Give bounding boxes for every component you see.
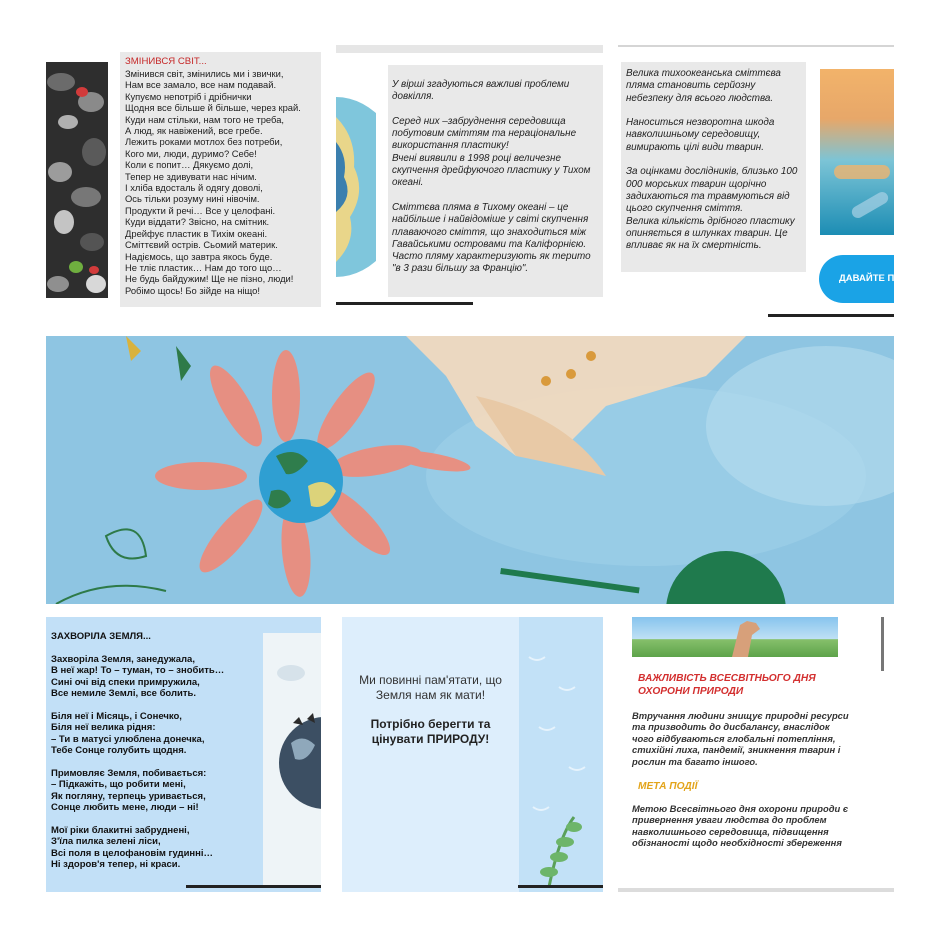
text-line: Велика тихоокеанська сміттєва bbox=[626, 68, 781, 79]
text-line: Все немиле Землі, все болить. bbox=[51, 688, 197, 700]
text-line: Велика кількість дрібного пластику bbox=[626, 215, 795, 227]
text-line: Змінився світ, змінились ми і звички, bbox=[125, 68, 284, 79]
text-line: 000 морських тварин щорічно bbox=[626, 178, 767, 190]
message-text: цінувати ПРИРОДУ! bbox=[371, 732, 490, 746]
text-line: – Підкажіть, що робити мені, bbox=[51, 779, 186, 791]
text-line bbox=[392, 190, 599, 202]
problems-text-box bbox=[388, 65, 603, 297]
text-line: цього скупчення сміття. bbox=[626, 203, 744, 215]
text-line: ЗАХВОРІЛА ЗЕМЛЯ... bbox=[51, 631, 151, 642]
message-text: Потрібно берегти та bbox=[370, 717, 491, 731]
ocean-bottle-photo bbox=[820, 69, 894, 235]
text-line: – Ти в матусі улюблена донечка, bbox=[51, 733, 205, 745]
text-line: Як погляну, терпець уривається, bbox=[51, 790, 206, 802]
text-line: Не тліє пластик… Нам до того що… bbox=[125, 261, 282, 273]
heading-text: ВАЖЛИВІСТЬ ВСЕСВІТНЬОГО ДНЯ bbox=[638, 673, 816, 684]
slide-nature-day-importance[interactable] bbox=[618, 617, 894, 892]
text-line: та призводить до дисбалансу, внаслідок bbox=[632, 721, 830, 733]
text-line bbox=[392, 104, 599, 116]
text-line: пляма становить серйозну bbox=[626, 80, 756, 92]
text-line bbox=[51, 642, 261, 653]
text-line: Нам все замало, все нам подавай. bbox=[125, 79, 277, 91]
text-line: впливає як на їх смертність. bbox=[626, 240, 762, 252]
text-line: Ось тільки розуму нині нівочім. bbox=[125, 193, 260, 205]
poem-title: ЗМІНИВСЯ СВІТ... bbox=[125, 56, 207, 67]
text-line: Робімо щось! Бо зійде на нiщо! bbox=[125, 284, 260, 296]
text-line: У вірші згадуються важливі проблеми bbox=[392, 79, 570, 90]
text-line: Не будь байдужим! Ще не пізно, люди! bbox=[125, 273, 294, 285]
text-line: Сині очі від спеки примружила, bbox=[51, 676, 200, 688]
slide-progress-bar bbox=[518, 885, 603, 888]
garbage-text-box bbox=[621, 62, 806, 272]
importance-heading bbox=[638, 673, 816, 698]
slide-top-border bbox=[618, 45, 894, 47]
text-line: З'їла пилка зелені ліси, bbox=[51, 836, 161, 848]
slide-progress-bar bbox=[186, 885, 321, 888]
text-line: Щодня все більше й більше, через край. bbox=[125, 102, 301, 114]
text-line bbox=[626, 154, 801, 166]
text-line: вимирають цілі види тварин. bbox=[626, 141, 764, 153]
text-line: Всі поля в целофановім гудинні… bbox=[51, 847, 214, 859]
message-card bbox=[342, 617, 519, 892]
bottle-shape bbox=[850, 190, 891, 220]
text-line: стихійні лиха, пандемії, зникнення тварин і bbox=[632, 744, 841, 756]
text-line: привернення уваги людства до проблем bbox=[632, 814, 827, 826]
text-line: Втручання людини знищує природні ресурси bbox=[632, 710, 849, 721]
text-line: Тепер не здивувати нас нічим. bbox=[125, 170, 257, 182]
text-line: І хліба вдосталь й одягу доволі, bbox=[125, 182, 263, 194]
text-line: Примовляє Земля, побивається: bbox=[51, 767, 207, 779]
text-line: Сміттєвий острів. Сьомий материк. bbox=[125, 239, 278, 251]
text-line: "в 3 рази більшу за Францію". bbox=[392, 263, 529, 275]
text-line: Наноситься незворотна шкода bbox=[626, 117, 775, 129]
text-line: Кого ми, люди, дуримо? Себе! bbox=[125, 147, 257, 159]
message-line-2 bbox=[342, 717, 519, 747]
globe-map-image bbox=[336, 97, 376, 277]
goal-heading: МЕТА ПОДІЇ bbox=[638, 781, 698, 792]
importance-body bbox=[632, 710, 849, 767]
text-line: Ні здоров'я тепер, ні краси. bbox=[51, 859, 181, 871]
poem-lines bbox=[125, 68, 316, 296]
text-line bbox=[51, 814, 261, 825]
text-line: Біля неї і Місяць, і Сонечко, bbox=[51, 710, 182, 722]
slide-side-border bbox=[881, 617, 884, 671]
text-line: Метою Всесвітнього дня охорони природи є bbox=[632, 803, 849, 814]
text-line: Дрейфує пластик в Тихім океані. bbox=[125, 227, 268, 239]
slide-top-border bbox=[336, 45, 603, 53]
lets-button[interactable]: ДАВАЙТЕ П bbox=[819, 255, 894, 303]
text-line: Продукти й речі… Все у целофані. bbox=[125, 204, 276, 216]
text-line: Гавайськими островами та Каліфорнією. bbox=[392, 238, 587, 250]
text-line: використання пластику! bbox=[392, 140, 509, 152]
text-line: Лежить роками мотлох без потреби, bbox=[125, 136, 283, 148]
goal-body bbox=[632, 803, 848, 849]
slide-environment-problems[interactable] bbox=[336, 45, 603, 309]
text-line: Тебе Сонце голубить щодня. bbox=[51, 745, 187, 757]
message-text: Ми повинні пам'ятати, що bbox=[359, 673, 502, 687]
text-line: опиняється в шлунках тварин. Це bbox=[626, 227, 788, 239]
text-line: Коли є попит… Дякуємо долі, bbox=[125, 159, 254, 171]
text-line: довкілля. bbox=[392, 91, 435, 103]
earth-poem-lines bbox=[51, 631, 261, 871]
text-line: плаваючого сміття, що знаходиться між bbox=[392, 226, 587, 238]
bottle-shape bbox=[834, 165, 890, 179]
blue-pattern-panel bbox=[519, 617, 603, 892]
text-line: Мої ріки блакитні забруднені, bbox=[51, 824, 190, 836]
text-line: Серед них –забруднення середовища bbox=[392, 115, 566, 127]
earth-illustration bbox=[263, 633, 321, 885]
text-line: В неї жар! То – туман, то – знобить… bbox=[51, 665, 225, 677]
slide-protect-nature[interactable] bbox=[342, 617, 603, 892]
garbage-lines bbox=[626, 68, 801, 252]
text-line: рослин та багато іншого. bbox=[632, 755, 758, 767]
slide-poem-earth-sick[interactable] bbox=[46, 617, 321, 892]
text-line: Куди нам стільки, нам того не треба, bbox=[125, 113, 285, 125]
slide-progress-bar bbox=[336, 302, 473, 305]
text-line: А люд, як навіжений, все гребе. bbox=[125, 125, 263, 137]
text-line bbox=[626, 105, 801, 117]
text-line: Вчені виявили в 1998 році величезне bbox=[392, 152, 561, 164]
text-line: скупчення дрейфуючого пластику у Тихом bbox=[392, 165, 591, 177]
text-line: чого відбуваються глобальні потепління, bbox=[632, 732, 836, 744]
text-line: Сонце любить мене, люди – ні! bbox=[51, 802, 199, 814]
text-line: небезпеку для всього людства. bbox=[626, 92, 774, 104]
message-text: Земля нам як мати! bbox=[375, 688, 486, 702]
text-line: Захворіла Земля, занедужала, bbox=[51, 653, 195, 665]
text-line: Біля неї велика рідня: bbox=[51, 722, 156, 734]
plastic-waste-photo bbox=[46, 62, 108, 298]
text-line: Надіємось, що завтра якось буде. bbox=[125, 250, 273, 262]
text-line bbox=[51, 756, 261, 767]
message-line-1 bbox=[342, 673, 519, 703]
text-line: найбільше і найвідоміше у світі скупчення bbox=[392, 214, 589, 226]
text-line bbox=[51, 699, 261, 710]
text-line: обізнаності щодо необхідності збереження bbox=[632, 837, 842, 849]
text-line: Часто пляму характеризують як терито bbox=[392, 251, 591, 263]
text-line: задихаються та травмуються від bbox=[626, 190, 790, 202]
text-line: навколишнього середовища, підвищення bbox=[632, 825, 829, 837]
text-line: За оцінками дослідників, близько 100 bbox=[626, 166, 798, 178]
poem-text-box bbox=[120, 52, 321, 307]
text-line: навколишньому середовищу, bbox=[626, 129, 761, 141]
text-line: Сміттєва пляма в Тихому океані – це bbox=[392, 201, 569, 213]
hand-field-photo bbox=[632, 617, 838, 657]
slide-poem-world-changed[interactable] bbox=[46, 52, 321, 307]
text-line: побутовим сміттям та нераціональне bbox=[392, 128, 577, 140]
childrens-drawing-banner bbox=[46, 336, 894, 604]
slide-bottom-border bbox=[618, 888, 894, 892]
text-line: Куди віддати? Звісно, на смітник. bbox=[125, 216, 270, 228]
slide-progress-bar bbox=[768, 314, 894, 317]
slide-garbage-patch[interactable] bbox=[618, 45, 894, 317]
text-line: океані. bbox=[392, 177, 424, 189]
heading-text: ОХОРОНИ ПРИРОДИ bbox=[638, 685, 744, 697]
text-line: Купуємо непотріб і дрібнички bbox=[125, 90, 252, 102]
earth-poem-text bbox=[51, 631, 261, 871]
problems-lines bbox=[392, 79, 599, 276]
